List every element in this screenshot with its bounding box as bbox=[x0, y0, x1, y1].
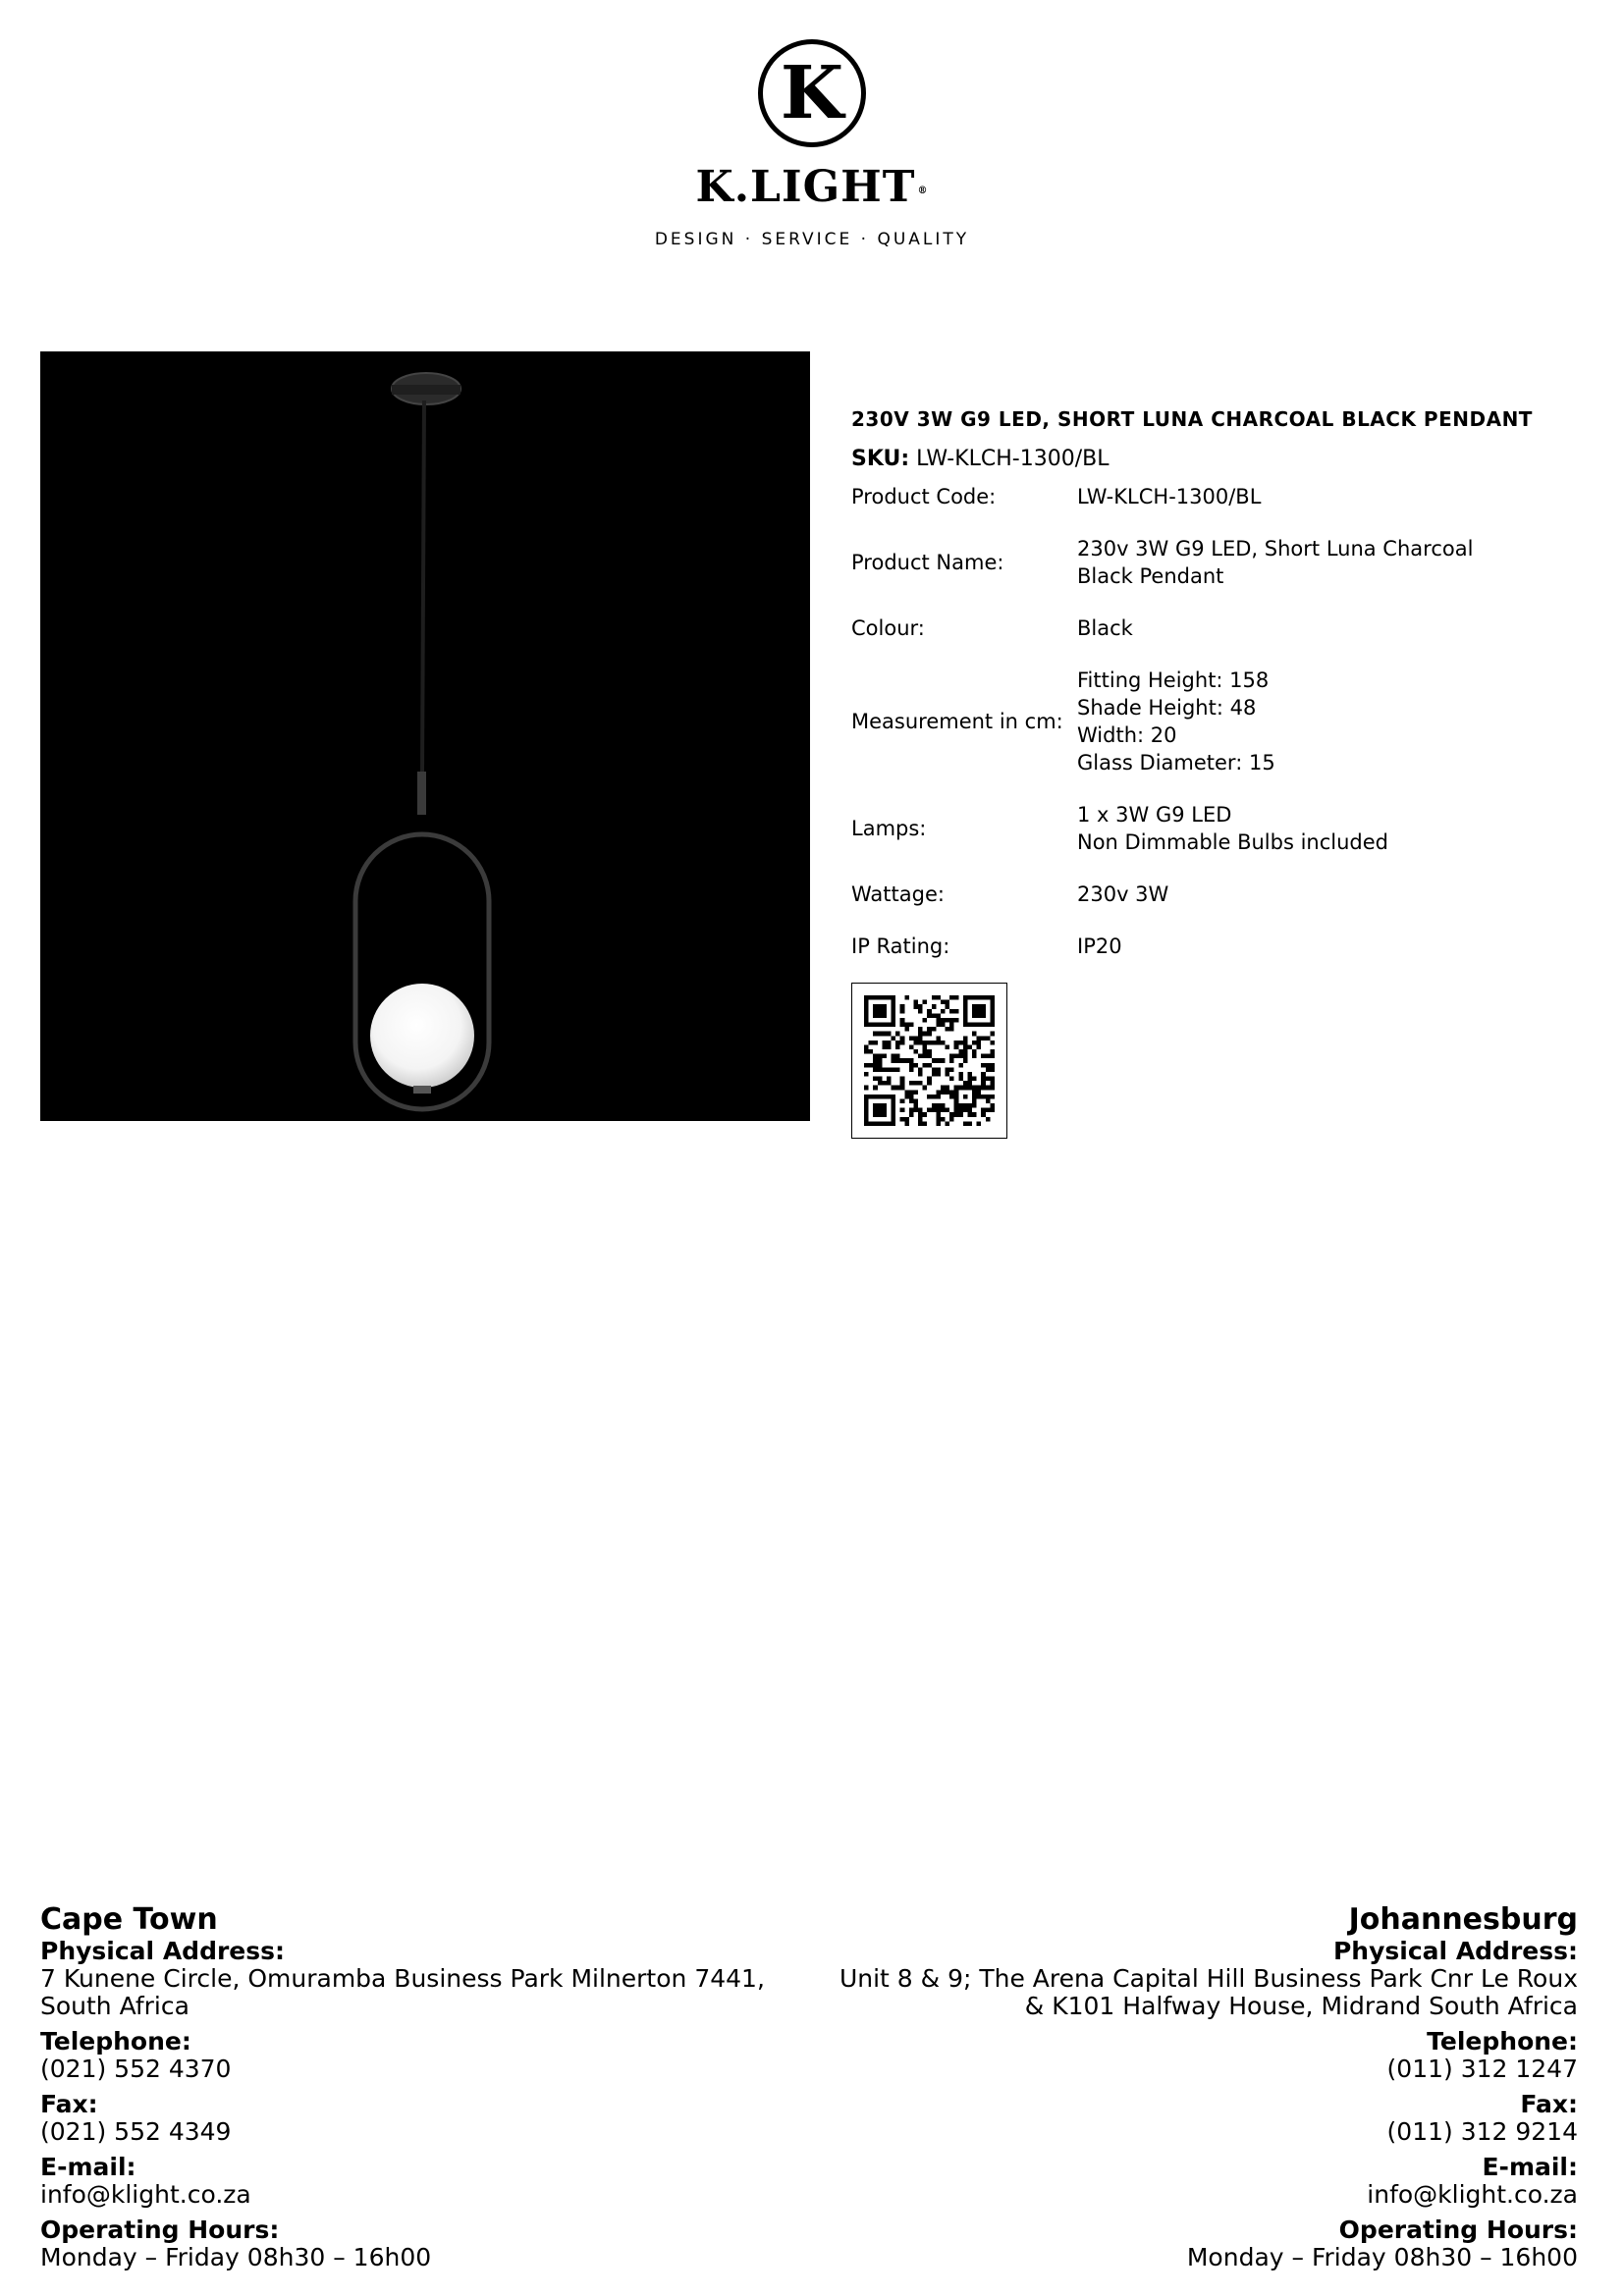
spec-value bbox=[1077, 614, 1473, 667]
spec-row-product-code bbox=[851, 483, 1473, 535]
spec-value bbox=[1077, 483, 1473, 535]
address-line: South Africa bbox=[40, 1992, 189, 2020]
spec-value bbox=[1077, 667, 1473, 801]
spec-value bbox=[1077, 801, 1473, 881]
spec-row-product-name bbox=[851, 535, 1473, 614]
footer-johannesburg bbox=[802, 1902, 1578, 2271]
hours-label: Operating Hours: bbox=[1338, 2216, 1578, 2244]
address-label: Physical Address: bbox=[1332, 1937, 1578, 1965]
qr-code-icon[interactable] bbox=[851, 983, 1007, 1139]
spec-value-line: Width: 20 bbox=[1077, 723, 1177, 747]
spec-value-line: Non Dimmable Bulbs included bbox=[1077, 830, 1388, 854]
spec-label: IP Rating: bbox=[851, 934, 950, 958]
fax-label: Fax: bbox=[40, 2090, 98, 2118]
k-logo-icon bbox=[758, 39, 866, 147]
spec-table bbox=[851, 483, 1473, 985]
product-info bbox=[851, 407, 1558, 1139]
email-label: E-mail: bbox=[1482, 2153, 1578, 2181]
pendant-lamp-illustration bbox=[40, 351, 810, 1121]
sku-value: LW-KLCH-1300/BL bbox=[916, 447, 1110, 471]
qr-code-pattern bbox=[864, 995, 995, 1126]
telephone-label: Telephone: bbox=[40, 2027, 191, 2056]
spec-row-lamps bbox=[851, 801, 1473, 881]
email-link[interactable]: info@klight.co.za bbox=[40, 2180, 251, 2209]
spec-row-wattage bbox=[851, 881, 1473, 933]
spec-value-line: IP20 bbox=[1077, 934, 1122, 958]
spec-label: Lamps: bbox=[851, 817, 927, 840]
registered-mark: ® bbox=[917, 186, 929, 196]
fax-label: Fax: bbox=[1520, 2090, 1578, 2118]
product-title: 230V 3W G9 LED, SHORT LUNA CHARCOAL BLACK PENDANT bbox=[851, 407, 1533, 431]
spec-value-line: 1 x 3W G9 LED bbox=[1077, 803, 1232, 827]
spec-value-line: LW-KLCH-1300/BL bbox=[1077, 485, 1262, 508]
telephone-value[interactable]: (011) 312 1247 bbox=[1386, 2055, 1578, 2083]
spec-row-measurement bbox=[851, 667, 1473, 801]
spec-value-line: Fitting Height: 158 bbox=[1077, 668, 1270, 692]
city-name: Johannesburg bbox=[1348, 1902, 1578, 1937]
brand-name: K.LIGHT bbox=[695, 162, 916, 212]
sku-line bbox=[851, 446, 1558, 473]
hours-value: Monday – Friday 08h30 – 16h00 bbox=[1186, 2243, 1578, 2271]
spec-row-ip-rating bbox=[851, 933, 1473, 985]
spec-value bbox=[1077, 535, 1473, 614]
spec-value-line: 230v 3W G9 LED, Short Luna Charcoal bbox=[1077, 537, 1474, 561]
spec-value-line: Shade Height: 48 bbox=[1077, 696, 1257, 720]
hours-label: Operating Hours: bbox=[40, 2216, 280, 2244]
address-line: & K101 Halfway House, Midrand South Africa bbox=[1024, 1992, 1578, 2020]
footer-cape-town bbox=[40, 1902, 816, 2271]
brand-header bbox=[0, 39, 1624, 249]
spec-value-line: 230v 3W bbox=[1077, 882, 1169, 906]
brand-tagline: DESIGN · SERVICE · QUALITY bbox=[654, 230, 970, 249]
spec-row-colour bbox=[851, 614, 1473, 667]
spec-value-line: Black Pendant bbox=[1077, 564, 1224, 588]
spec-value-line: Black bbox=[1077, 616, 1133, 640]
telephone-label: Telephone: bbox=[1427, 2027, 1578, 2056]
email-link[interactable]: info@klight.co.za bbox=[1367, 2180, 1578, 2209]
address-line: 7 Kunene Circle, Omuramba Business Park Milnerton 7441, bbox=[40, 1964, 765, 1993]
spec-value-line: Glass Diameter: 15 bbox=[1077, 751, 1275, 774]
spec-label: Wattage: bbox=[851, 882, 945, 906]
email-label: E-mail: bbox=[40, 2153, 136, 2181]
city-name: Cape Town bbox=[40, 1902, 218, 1937]
spec-label: Product Code: bbox=[851, 485, 997, 508]
spec-label: Colour: bbox=[851, 616, 925, 640]
fax-value: (011) 312 9214 bbox=[1386, 2117, 1578, 2146]
spec-value bbox=[1077, 933, 1473, 985]
spec-value bbox=[1077, 881, 1473, 933]
brand-name-block bbox=[0, 163, 1624, 212]
telephone-value[interactable]: (021) 552 4370 bbox=[40, 2055, 232, 2083]
hours-value: Monday – Friday 08h30 – 16h00 bbox=[40, 2243, 432, 2271]
product-image bbox=[40, 351, 810, 1121]
address-line: Unit 8 & 9; The Arena Capital Hill Business Park Cnr Le Roux bbox=[839, 1964, 1578, 1993]
sku-label: SKU: bbox=[851, 447, 910, 471]
address-label: Physical Address: bbox=[40, 1937, 286, 1965]
spec-label: Product Name: bbox=[851, 551, 1004, 574]
spec-label: Measurement in cm: bbox=[851, 710, 1063, 733]
fax-value: (021) 552 4349 bbox=[40, 2117, 232, 2146]
logo-letter: K bbox=[780, 51, 844, 135]
